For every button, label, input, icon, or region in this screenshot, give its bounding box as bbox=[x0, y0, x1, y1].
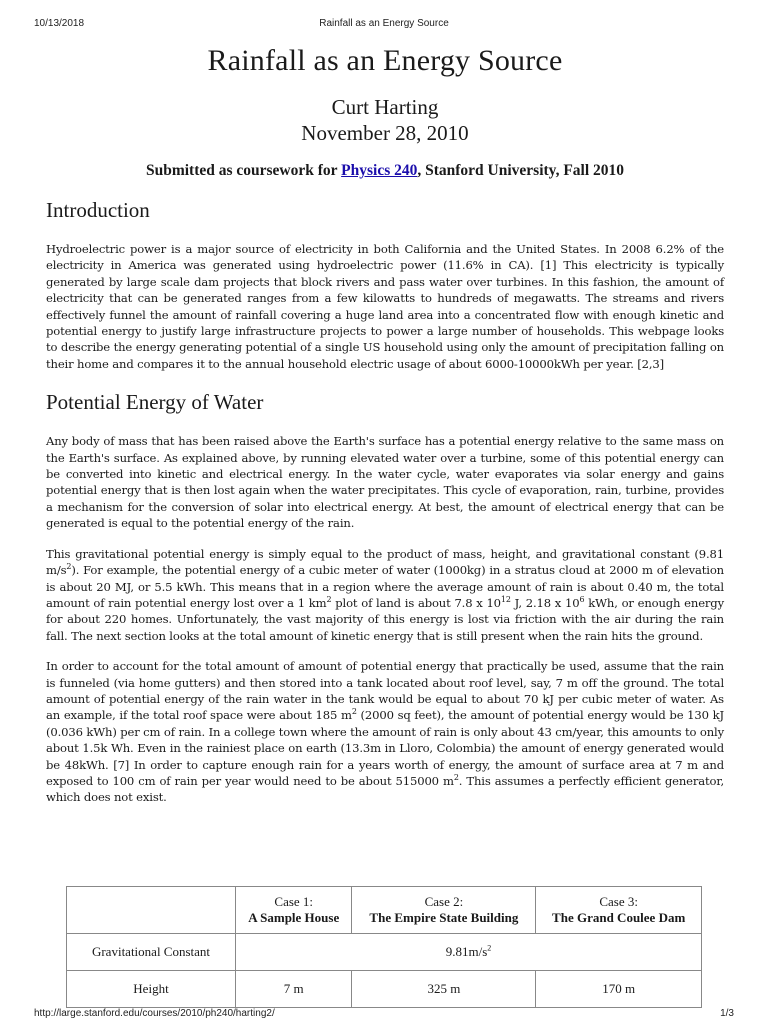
height-case-2: 325 m bbox=[352, 971, 536, 1008]
potential-paragraph-1: Any body of mass that has been raised above the Earth's surface has a potential energy relative to the same mass on the Earth's surface. As explained above, by running elevated water over a turbine, some of this potential energy can be converted into kinetic and electrical energy. In the water cycle, water evaporates via solar energy and gains potential energy that is then lost again when the water precipitates. This cycle of evaporation, rain, turbine, provides a mechanism for the conversion of solar into electrical energy. At best, the amount of electrical energy that can be generated is equal to the potential energy of the rain. bbox=[46, 434, 724, 531]
gravity-value: 9.81m/s bbox=[445, 944, 488, 959]
case-name: The Empire State Building bbox=[369, 910, 519, 925]
print-title: Rainfall as an Energy Source bbox=[319, 18, 449, 29]
print-url: http://large.stanford.edu/courses/2010/ph240/harting2/ bbox=[34, 1008, 275, 1019]
text-run: J, 2.18 x 10 bbox=[510, 595, 580, 610]
superscript: 2 bbox=[487, 943, 492, 953]
table-row bbox=[67, 934, 702, 971]
author-name: Curt Harting bbox=[331, 95, 439, 119]
table-corner-cell bbox=[67, 887, 236, 934]
section-heading-potential-energy: Potential Energy of Water bbox=[46, 390, 264, 415]
height-case-1: 7 m bbox=[236, 971, 352, 1008]
case-3-header bbox=[536, 887, 702, 934]
row-label-gravity: Gravitational Constant bbox=[67, 934, 236, 971]
potential-paragraph-3 bbox=[46, 658, 724, 806]
superscript: 2 bbox=[351, 707, 357, 717]
text-run: kWh, or enough energy for about 220 homes. Unfortunately, the vast majority of this energy is lost via friction with the air during the rain fall. The next section looks at the total amount of kinetic energy that is still present when the rain hits the ground. bbox=[46, 595, 724, 643]
case-2-header bbox=[352, 887, 536, 934]
table-row bbox=[67, 971, 702, 1008]
submission-note bbox=[46, 162, 724, 180]
row-label-height: Height bbox=[67, 971, 236, 1008]
introduction-paragraph: Hydroelectric power is a major source of electricity in both California and the United States. In 2008 6.2% of the electricity in America was generated using hydroelectric power (11.6% in CA). [1] This electricity is typically generated by large scale dam projects that block rivers and pass water over turbines. In this fashion, the amount of electricity that can be generated ranges from a few kilowatts to hundreds of megawatts. The streams and rivers effectively funnel the amount of rainfall covering a huge land area into a concentrated flow with enough kinetic and potential energy to justify large infrastructure projects to power a large number of households. This webpage looks to describe the energy generating potential of a single US household using only the amount of precipitation falling on their home and compares it to the annual household electric usage of about 6000-10000kWh per year. [2,3] bbox=[46, 242, 724, 371]
submission-suffix: , Stanford University, Fall 2010 bbox=[417, 162, 625, 179]
print-date: 10/13/2018 bbox=[34, 18, 85, 29]
superscript: 6 bbox=[579, 595, 585, 605]
print-header bbox=[0, 0, 768, 29]
case-1-header bbox=[236, 887, 352, 934]
page-number: 1/3 bbox=[720, 1008, 734, 1019]
course-link[interactable]: Physics 240 bbox=[341, 162, 418, 179]
superscript: 2 bbox=[326, 595, 332, 605]
superscript: 2 bbox=[453, 773, 459, 783]
superscript: 2 bbox=[66, 562, 72, 572]
case-label: Case 1: bbox=[274, 894, 314, 909]
section-heading-introduction: Introduction bbox=[46, 198, 150, 222]
table-header-row bbox=[67, 887, 702, 934]
article bbox=[46, 40, 724, 820]
case-label: Case 3: bbox=[599, 894, 638, 909]
case-label: Case 2: bbox=[424, 894, 464, 909]
text-run: plot of land is about 7.8 x 10 bbox=[331, 595, 501, 610]
potential-paragraph-2 bbox=[46, 546, 724, 644]
case-name: A Sample House bbox=[248, 910, 340, 925]
publish-date: November 28, 2010 bbox=[301, 121, 469, 145]
height-case-3: 170 m bbox=[536, 971, 702, 1008]
energy-cases-table bbox=[66, 886, 702, 1008]
byline bbox=[46, 94, 724, 146]
superscript: 12 bbox=[500, 595, 511, 605]
gravity-value-cell bbox=[236, 934, 702, 971]
text-run: (2000 sq feet), the amount of potential energy would be 130 kJ (0.036 kWh) per cm of rain. In a college town where the amount of rain is only about 43 cm/year, this amounts to only about 1.5k Wh. Even in the rainiest place on earth (13.3m in Lloro, Colombia) the amount of energy generated would be 48kWh. [7] In order to capture enough rain for a years worth of energy, the amount of surface area at 7 m and exposed to 100 cm of rain per year would need to be about 515000 m bbox=[46, 708, 724, 788]
text-run: This gravitational potential energy is simply equal to the product of mass, height, and gravitational constant (9.81 m/s bbox=[46, 546, 724, 578]
submission-prefix: Submitted as coursework for bbox=[145, 162, 342, 179]
case-name: The Grand Coulee Dam bbox=[552, 910, 686, 925]
text-run: . This assumes a perfectly efficient generator, which does not exist. bbox=[46, 773, 724, 805]
text-run: In order to account for the total amount of amount of potential energy that practically be used, assume that the rain is funneled (via home gutters) and then stored into a tank located about roof level, say, 7 m off the ground. The total amount of potential energy of the rain water in the tank would be equal to about 70 kJ per cubic meter of water. As an example, if the total roof space were about 185 m bbox=[46, 659, 724, 723]
text-run: ). For example, the potential energy of a cubic meter of water (1000kg) in a stratus cloud at 2000 m of elevation is about 20 MJ, or 5.5 kWh. This means that in a region where the average amount of rain is about 0.40 m, the total amount of rain potential energy lost over a 1 km bbox=[46, 563, 724, 610]
page-title: Rainfall as an Energy Source bbox=[207, 44, 563, 77]
